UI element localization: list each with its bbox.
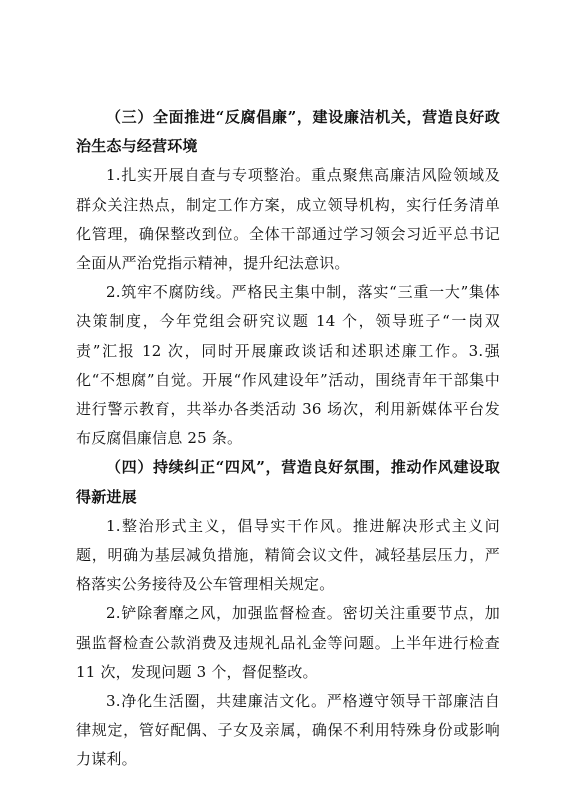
document-body (76, 103, 500, 775)
section-heading-four-winds: （四）持续纠正“四风”，营造良好氛围，推动作风建设取得新进展 (76, 458, 500, 506)
paragraph-formalism: 1.整治形式主义，倡导实干作风。推进解决形式主义问题，明确为基层减负措施，精简会议文件，减轻基层压力，严格落实公务接待及公车管理相关规定。 (76, 516, 500, 594)
paragraph-self-inspection: 1.扎实开展自查与专项整治。重点聚焦高廉洁风险领域及群众关注热点，制定工作方案，成立领导机构，实行任务清单化管理，确保整改到位。全体干部通过学习领会习近平总书记全面从严治党指示精神，提升纪法意识。 (76, 166, 500, 273)
paragraph-clean-culture: 3.净化生活圈，共建廉洁文化。严格遵守领导干部廉洁自律规定，管好配偶、子女及亲属，确保不利用特殊身份或影响力谋利。 (76, 692, 500, 769)
paragraph-anti-corruption-defense: 2.筑牢不腐防线。严格民主集中制，落实“三重一大”集体决策制度，今年党组会研究议题 14 个，领导班子“一岗双责”汇报 12 次，同时开展廉政谈话和述职述廉工作。3.强化“不想腐”自觉。开展“作风建设年”活动，围绕青年干部集中进行警示教育，共举办各类活动 36 场次，利用新媒体平台发布反腐倡廉信息 25 条。 (76, 283, 500, 448)
section-heading-anti-corruption: （三）全面推进“反腐倡廉”，建设廉洁机关，营造良好政治生态与经营环境 (76, 108, 500, 156)
paragraph-extravagance: 2.铲除奢靡之风，加强监督检查。密切关注重要节点，加强监督检查公款消费及违规礼品礼金等问题。上半年进行检查 11 次，发现问题 3 个，督促整改。 (76, 604, 500, 681)
